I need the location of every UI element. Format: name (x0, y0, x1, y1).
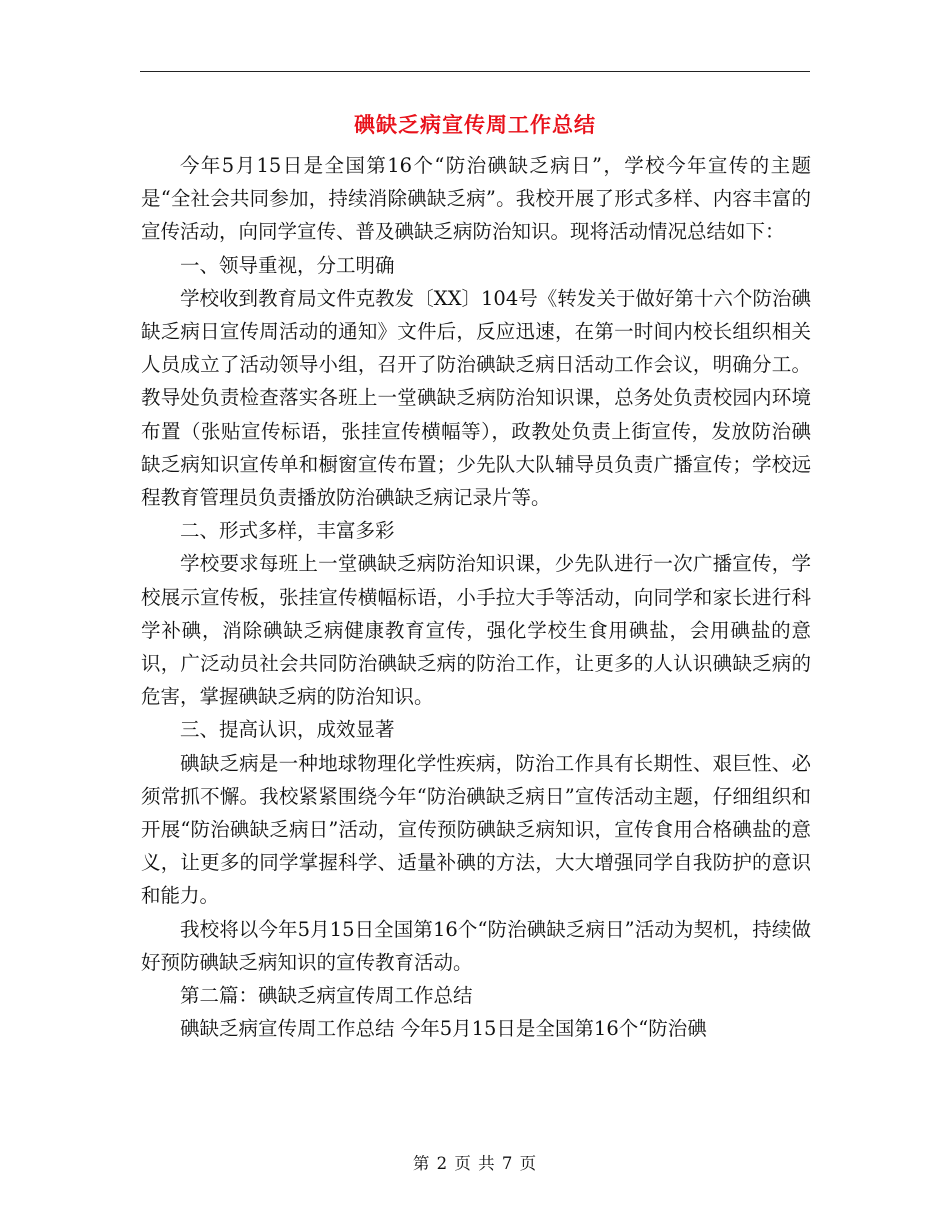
part-two-paragraph: 碘缺乏病宣传周工作总结 今年5月15日是全国第16个“防治碘 (180, 1017, 707, 1041)
section-1-paragraph: 学校收到教育局文件克教发〔XX〕104号《转发关于做好第十六个防治碘缺乏病日宣传周活动的通知》文件后，反应迅速，在第一时间内校长组织相关人员成立了活动领导小组，召开了防治碘缺乏病日活动工作会议，明确分工。教导处负责检查落实各班上一堂碘缺乏病防治知识课，总务处负责校园内环境布置（张贴宣传标语，张挂宣传横幅等），政教处负责上街宣传，发放防治碘缺乏病知识宣传单和橱窗宣传布置；少先队大队辅导员负责广播宣传；学校远程教育管理员负责播放防治碘缺乏病记录片等。 (141, 286, 811, 510)
part-two-heading: 第二篇：碘缺乏病宣传周工作总结 (180, 984, 473, 1008)
section-heading-3: 三、提高认识，成效显著 (180, 718, 395, 742)
document-body (141, 149, 811, 1045)
section-heading-2: 二、形式多样，丰富多彩 (180, 519, 395, 543)
page-number: 第 2 页 共 7 页 (412, 1154, 538, 1173)
section-heading-1: 一、领导重视，分工明确 (180, 253, 395, 277)
document-title: 碘缺乏病宣传周工作总结 (354, 113, 596, 137)
header-rule (140, 71, 810, 72)
section-2-paragraph: 学校要求每班上一堂碘缺乏病防治知识课，少先队进行一次广播宣传，学校展示宣传板，张挂宣传横幅标语，小手拉大手等活动，向同学和家长进行科学补碘，消除碘缺乏病健康教育宣传，强化学校生食用碘盐，会用碘盐的意识，广泛动员社会共同防治碘缺乏病的防治工作，让更多的人认识碘缺乏病的危害，掌握碘缺乏病的防治知识。 (141, 552, 811, 709)
section-3-paragraph: 碘缺乏病是一种地球物理化学性疾病，防治工作具有长期性、艰巨性、必须常抓不懈。我校紧紧围绕今年“防治碘缺乏病日”宣传活动主题，仔细组织和开展“防治碘缺乏病日”活动，宣传预防碘缺乏病知识，宣传食用合格碘盐的意义，让更多的同学掌握科学、适量补碘的方法，大大增强同学自我防护的意识和能力。 (141, 751, 811, 908)
closing-paragraph: 我校将以今年5月15日全国第16个“防治碘缺乏病日”活动为契机，持续做好预防碘缺乏病知识的宣传教育活动。 (141, 917, 811, 974)
intro-paragraph: 今年5月15日是全国第16个“防治碘缺乏病日”，学校今年宣传的主题是“全社会共同参加，持续消除碘缺乏病”。我校开展了形式多样、内容丰富的宣传活动，向同学宣传、普及碘缺乏病防治知识。现将活动情况总结如下： (141, 154, 811, 244)
